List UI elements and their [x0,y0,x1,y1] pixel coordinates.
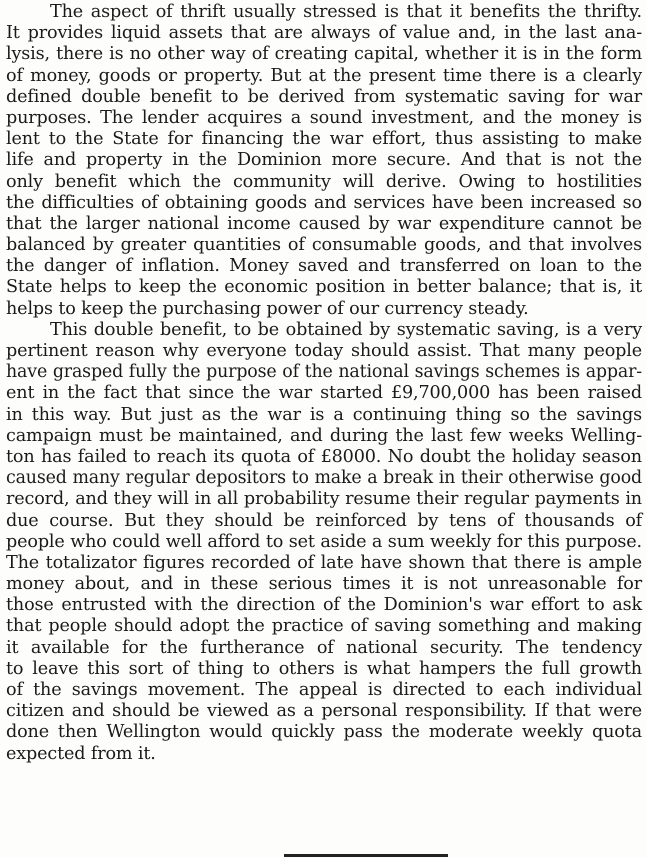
text-line: of money, goods or property. But at the present time there is a clearly [6,65,642,86]
text-line: that the larger national income caused by war expenditure cannot be [6,213,642,234]
text-line: lysis, there is no other way of creating capital, whether it is in the form [6,44,642,65]
text-line: helps to keep the purchasing power of our currency steady. [6,298,529,319]
paragraph-2 [6,320,642,765]
text-line: expected from it. [6,743,156,764]
text-line: The totalizator figures recorded of late have shown that there is ample [6,552,642,573]
text-line: the danger of inflation. Money saved and transferred on loan to the [6,256,642,277]
text-line: ton has failed to reach its quota of £8000. No doubt the holiday season [6,446,642,467]
end-rule [284,854,448,857]
text-line: It provides liquid assets that are always of value and, in the last ana- [6,23,642,44]
text-line: have grasped fully the purpose of the national savings schemes is appar- [6,362,642,383]
paragraph-1 [6,2,642,320]
text-line: done then Wellington would quickly pass the moderate weekly quota [6,722,642,743]
text-line: record, and they will in all probability resume their regular payments in [6,489,642,510]
text-line: due course. But they should be reinforced by tens of thousands of [6,510,642,531]
text-line: people who could well afford to set aside a sum weekly for this purpose. [6,531,642,552]
text-line: money about, and in these serious times it is not unreasonable for [6,574,642,595]
text-line: it available for the furtherance of national security. The tendency [6,637,642,658]
text-line: pertinent reason why everyone today should assist. That many people [6,341,642,361]
text-line: those entrusted with the direction of the Dominion's war effort to ask [6,595,642,616]
text-line: The aspect of thrift usually stressed is that it benefits the thrifty. [50,2,642,22]
text-line: This double benefit, to be obtained by systematic saving, is a very [50,319,642,340]
text-line: the difficulties of obtaining goods and services have been increased so [6,192,642,213]
text-line: only benefit which the community will derive. Owing to hostilities [6,171,642,192]
text-line: purposes. The lender acquires a sound investment, and the money is [6,107,642,128]
text-line: State helps to keep the economic position in better balance; that is, it [6,277,642,298]
text-line: campaign must be maintained, and during the last few weeks Welling- [6,425,642,446]
text-line: ent in the fact that since the war started £9,700,000 has been raised [6,383,642,404]
text-line: to leave this sort of thing to others is what hampers the full growth [6,658,642,679]
text-line: lent to the State for financing the war effort, thus assisting to make [6,129,642,150]
text-line: balanced by greater quantities of consumable goods, and that involves [6,235,642,256]
text-line: of the savings movement. The appeal is directed to each individual [6,680,642,700]
text-line: in this way. But just as the war is a continuing thing so the savings [6,404,642,425]
article-body [6,2,642,765]
text-line: defined double benefit to be derived from systematic saving for war [6,86,642,107]
text-line: citizen and should be viewed as a personal responsibility. If that were [6,701,642,722]
text-line: life and property in the Dominion more secure. And that is not the [6,150,642,171]
text-line: caused many regular depositors to make a break in their otherwise good [6,468,642,489]
text-line: that people should adopt the practice of saving something and making [6,616,642,637]
